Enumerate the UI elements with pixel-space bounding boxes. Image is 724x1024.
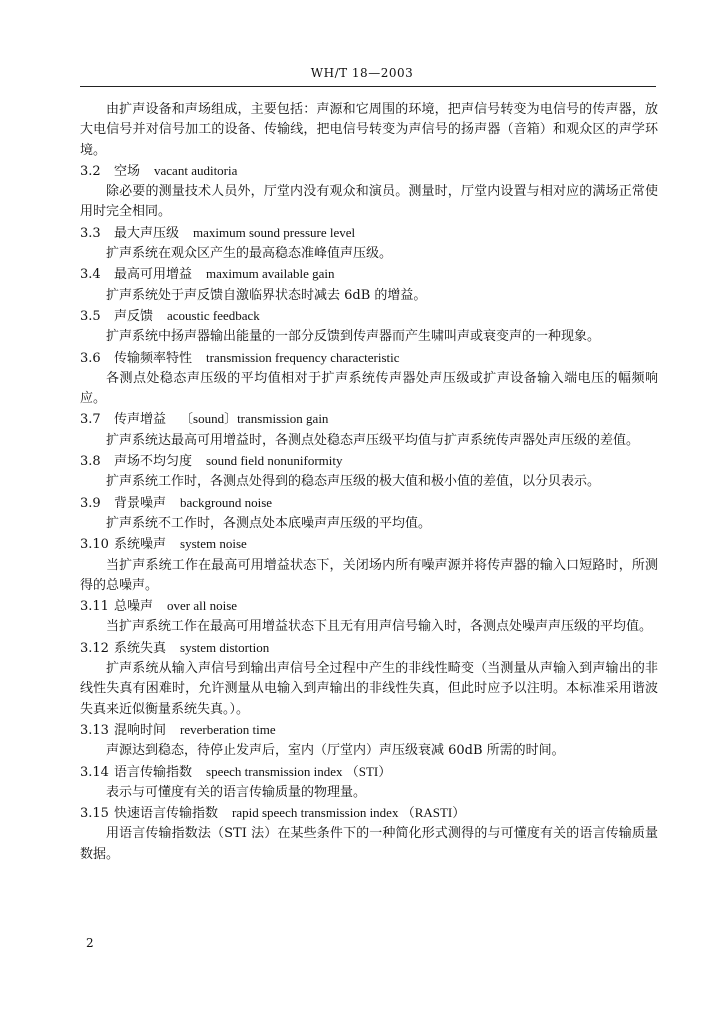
term-english: acoustic feedback — [167, 307, 260, 323]
term-definition: 当扩声系统工作在最高可用增益状态下，关闭场内所有噪声源并将传声器的输入口短路时，所测得的总噪声。 — [80, 557, 658, 593]
term-english: sound field nonuniformity — [206, 453, 343, 469]
term-number: 3.3 — [80, 225, 101, 241]
term-heading — [80, 638, 658, 659]
term-entry — [80, 306, 658, 348]
term-english: 〔sound〕transmission gain — [180, 411, 329, 427]
term-english: reverberation time — [180, 721, 276, 737]
term-chinese: 混响时间 — [114, 722, 167, 738]
term-english: transmission frequency characteristic — [206, 349, 400, 365]
term-definition: 扩声系统中扬声器输出能量的一部分反馈到传声器而产生啸叫声或衰变声的一种现象。 — [106, 329, 601, 345]
term-english: maximum available gain — [206, 266, 335, 282]
term-english: background noise — [180, 494, 273, 510]
term-english: system distortion — [180, 639, 270, 655]
term-number: 3.5 — [80, 308, 101, 324]
header-rule — [80, 86, 656, 87]
term-entry — [80, 803, 658, 865]
term-entry — [80, 161, 658, 223]
term-number: 3.14 — [80, 764, 109, 780]
term-chinese: 背景噪声 — [114, 495, 167, 511]
term-definition: 扩声系统不工作时，各测点处本底噪声声压级的平均值。 — [106, 515, 432, 531]
term-heading — [80, 409, 658, 430]
term-definition: 除必要的测量技术人员外，厅堂内没有观众和演员。测量时，厅堂内设置与相对应的满场正常使用时完全相同。 — [80, 184, 658, 220]
term-number: 3.8 — [80, 454, 101, 470]
term-number: 3.11 — [80, 599, 109, 615]
term-definition: 当扩声系统工作在最高可用增益状态下且无有用声信号输入时，各测点处噪声声压级的平均值。 — [106, 619, 653, 635]
term-chinese: 系统噪声 — [114, 537, 167, 553]
term-definition: 扩声系统处于声反馈自激临界状态时减去 6dB 的增益。 — [106, 287, 427, 303]
term-chinese: 最高可用增益 — [114, 267, 193, 283]
term-chinese: 空场 — [114, 163, 141, 179]
term-heading — [80, 264, 658, 285]
term-number: 3.7 — [80, 412, 101, 428]
term-chinese: 传声增益 — [114, 412, 167, 428]
term-number: 3.2 — [80, 163, 101, 179]
term-heading — [80, 161, 658, 182]
term-heading — [80, 596, 658, 617]
standard-header: WH/T 18—2003 — [310, 66, 414, 80]
term-heading — [80, 451, 658, 472]
term-definition: 表示与可懂度有关的语言传输质量的物理量。 — [106, 784, 367, 800]
term-english: maximum sound pressure level — [193, 224, 356, 240]
term-definition: 扩声系统在观众区产生的最高稳态准峰值声压级。 — [106, 246, 393, 262]
term-definition: 各测点处稳态声压级的平均值相对于扩声系统传声器处声压级或扩声设备输入端电压的幅频响应。 — [80, 370, 658, 407]
term-entry — [80, 534, 658, 596]
term-chinese: 声场不均匀度 — [114, 454, 193, 470]
term-english: vacant auditoria — [154, 162, 238, 178]
term-number: 3.12 — [80, 640, 109, 656]
term-entry — [80, 348, 658, 410]
term-entry — [80, 720, 658, 762]
term-entry — [80, 264, 658, 306]
term-definition: 声源达到稳态，待停止发声后，室内（厅堂内）声压级衰减 60dB 所需的时间。 — [106, 743, 565, 759]
term-entry — [80, 493, 658, 535]
term-chinese: 最大声压级 — [114, 225, 180, 241]
term-chinese: 系统失真 — [114, 640, 167, 656]
term-number: 3.15 — [80, 806, 109, 822]
term-entry — [80, 223, 658, 265]
term-definition: 扩声系统从输入声信号到输出声信号全过程中产生的非线性畸变（当测量从声输入到声输出的非线性失真有困难时，允许测量从电输入到声输出的非线性失真，但此时应予以注明。本标准采用谐波失真来近似衡量系统失真。）。 — [80, 661, 658, 717]
term-definition: 扩声系统工作时，各测点处得到的稳态声压级的极大值和极小值的差值，以分贝表示。 — [106, 474, 601, 490]
term-definition: 扩声系统达最高可用增益时，各测点处稳态声压级平均值与扩声系统传声器处声压级的差值。 — [106, 432, 640, 448]
term-number: 3.4 — [80, 267, 101, 283]
term-entry — [80, 451, 658, 493]
term-entry — [80, 762, 658, 804]
term-chinese: 声反馈 — [114, 308, 154, 324]
term-entry — [80, 638, 658, 720]
term-chinese: 总噪声 — [114, 599, 154, 615]
page-number: 2 — [86, 936, 94, 950]
term-heading — [80, 534, 658, 555]
intro-paragraph: 由扩声设备和声场组成，主要包括：声源和它周围的环境，把声信号转变为电信号的传声器，放大电信号并对信号加工的设备、传输线，把电信号转变为声信号的扬声器（音箱）和观众区的声学环境。 — [80, 102, 658, 158]
term-number: 3.6 — [80, 350, 101, 366]
term-definition: 用语言传输指数法（STI 法）在某些条件下的一种简化形式测得的与可懂度有关的语言传输质量数据。 — [80, 826, 658, 862]
term-heading — [80, 306, 658, 327]
term-heading — [80, 803, 658, 824]
term-chinese: 语言传输指数 — [114, 764, 193, 780]
term-number: 3.10 — [80, 537, 109, 553]
term-heading — [80, 762, 658, 783]
term-number: 3.9 — [80, 495, 101, 511]
term-chinese: 快速语言传输指数 — [114, 806, 219, 822]
term-heading — [80, 720, 658, 741]
term-entry — [80, 409, 658, 451]
term-definition-list — [80, 161, 658, 865]
term-english: speech transmission index （STI） — [206, 763, 392, 779]
term-english: over all noise — [167, 598, 238, 614]
term-english: rapid speech transmission index （RASTI） — [232, 805, 466, 821]
term-chinese: 传输频率特性 — [114, 350, 193, 366]
term-english: system noise — [180, 536, 247, 552]
document-body — [80, 100, 658, 865]
term-heading — [80, 223, 658, 244]
term-heading — [80, 493, 658, 514]
term-entry — [80, 596, 658, 638]
term-heading — [80, 348, 658, 369]
term-number: 3.13 — [80, 722, 109, 738]
